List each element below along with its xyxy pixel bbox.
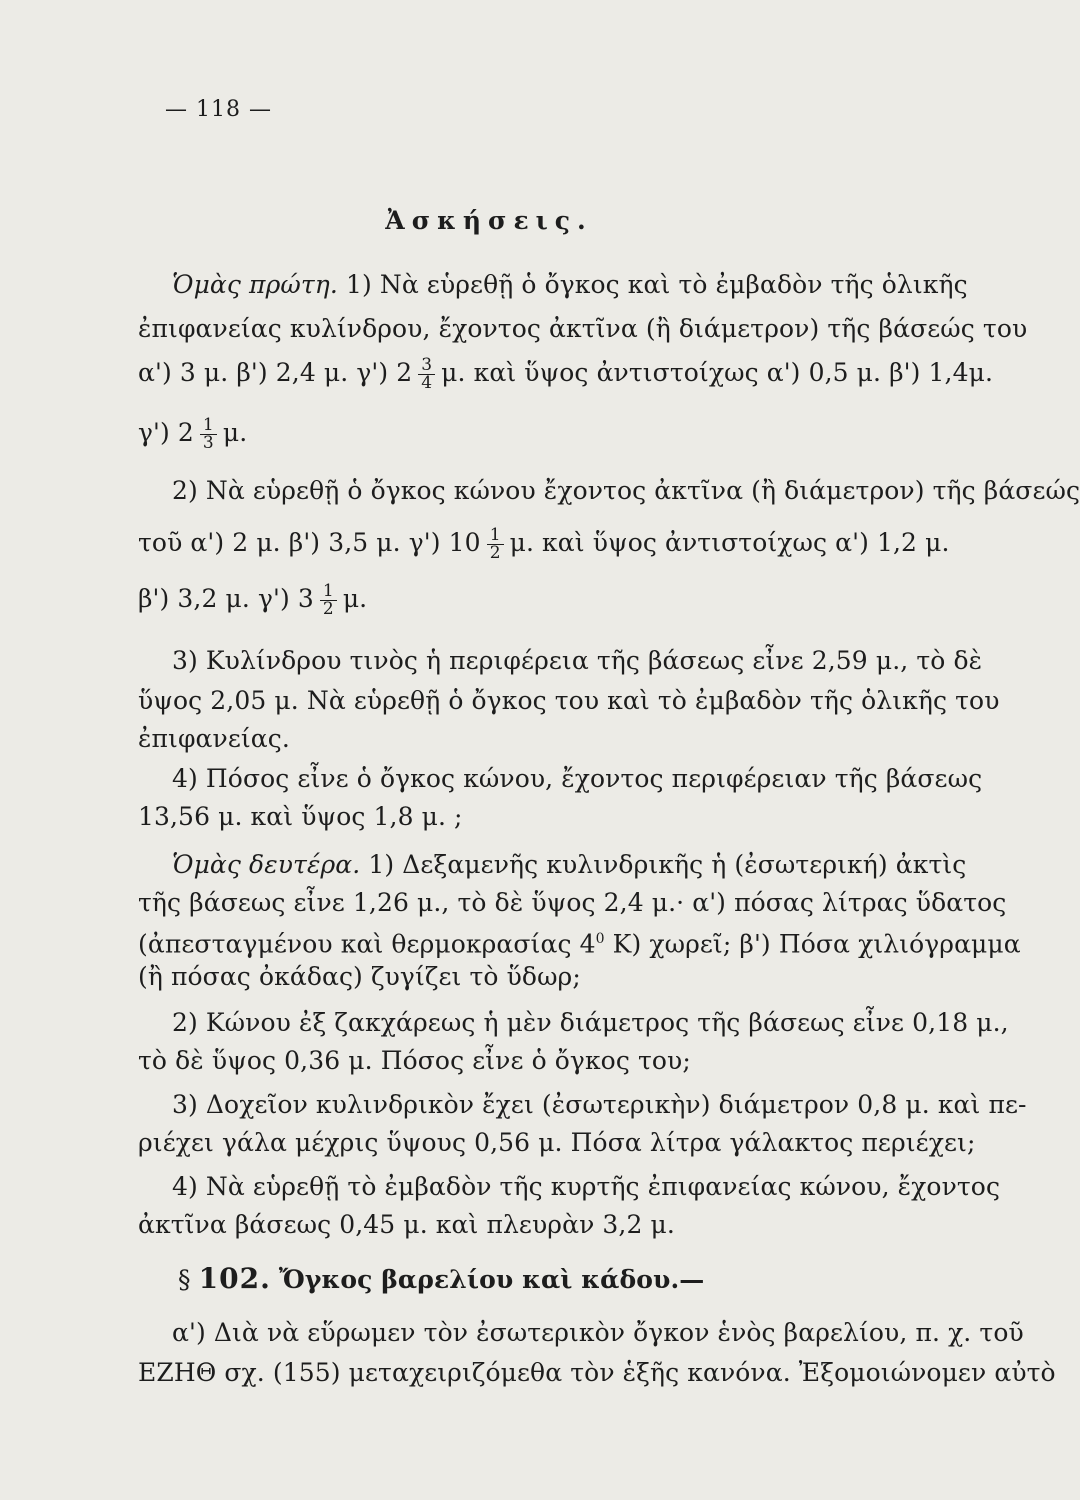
text-line-16: (ἢ πόσας ὀκάδας) ζυγίζει τὸ ὕδωρ; bbox=[138, 962, 581, 991]
text-line-15: (ἀπεσταγμένου καὶ θερμοκρασίας $4^0$ Κ) χωρεῖ; β') Πόσα χιλιόγραμμα bbox=[138, 929, 1021, 959]
text-line-9: ὕψος 2,05 μ. Νὰ εὑρεθῇ ὁ ὄγκος του καὶ τὸ ἐμβαδὸν τῆς ὁλικῆς του bbox=[138, 686, 1000, 715]
fraction: $\frac{1}{3}$ bbox=[200, 417, 217, 452]
text-line-6: τοῦ α') 2 μ. β') 3,5 μ. γ') 10 $\frac{1}{2}$ μ. καὶ ὕψος ἀντιστοίχως α') 1,2 μ. bbox=[138, 525, 950, 563]
text-line-12: 13,56 μ. καὶ ὕψος 1,8 μ. ; bbox=[138, 802, 463, 831]
page-number: — 118 — bbox=[165, 97, 272, 122]
text-line-8: 3) Κυλίνδρου τινὸς ἡ περιφέρεια τῆς βάσεως εἶνε 2,59 μ., τὸ δὲ bbox=[172, 646, 983, 675]
text-line-1: Ὁμὰς πρώτη. 1) Νὰ εὑρεθῇ ὁ ὄγκος καὶ τὸ ἐμβαδὸν τῆς ὁλικῆς bbox=[172, 270, 968, 299]
exercises-heading: Ἀσκήσεις. bbox=[385, 206, 593, 235]
fraction: $\frac{1}{2}$ bbox=[487, 527, 504, 562]
text-line-21: 4) Νὰ εὑρεθῇ τὸ ἐμβαδὸν τῆς κυρτῆς ἐπιφανείας κώνου, ἔχοντος bbox=[172, 1172, 1001, 1201]
group-label: Ὁμὰς δευτέρα. bbox=[172, 850, 361, 879]
section-heading: § 102. Ὄγκος βαρελίου καὶ κάδου.— bbox=[178, 1262, 705, 1295]
text-line-24: α') Διὰ νὰ εὕρωμεν τὸν ἐσωτερικὸν ὄγκον ἑνὸς βαρελίου, π. χ. τοῦ bbox=[172, 1318, 1024, 1347]
fraction: $\frac{1}{2}$ bbox=[320, 583, 337, 618]
text-line-13: Ὁμὰς δευτέρα. 1) Δεξαμενῆς κυλινδρικῆς ἡ (ἐσωτερική) ἀκτὶς bbox=[172, 850, 967, 879]
text-line-18: τὸ δὲ ὕψος 0,36 μ. Πόσος εἶνε ὁ ὄγκος του; bbox=[138, 1046, 691, 1075]
group-label: Ὁμὰς πρώτη. bbox=[172, 270, 338, 299]
text-line-7: β') 3,2 μ. γ') 3 $\frac{1}{2}$ μ. bbox=[138, 581, 368, 619]
text-line-20: ριέχει γάλα μέχρις ὕψους 0,56 μ. Πόσα λίτρα γάλακτος περιέχει; bbox=[138, 1128, 976, 1157]
fraction: $\frac{3}{4}$ bbox=[418, 357, 435, 392]
text-line-22: ἀκτῖνα βάσεως 0,45 μ. καὶ πλευρὰν 3,2 μ. bbox=[138, 1210, 675, 1239]
text-line-25: ΕΖΗΘ σχ. (155) μεταχειριζόμεθα τὸν ἑξῆς κανόνα. Ἐξομοιώνομεν αὐτὸ bbox=[138, 1358, 1056, 1387]
text-line-10: ἐπιφανείας. bbox=[138, 724, 290, 753]
text-line-4: γ') 2 $\frac{1}{3}$ μ. bbox=[138, 415, 248, 453]
text-line-2: ἐπιφανείας κυλίνδρου, ἔχοντος ἀκτῖνα (ἢ διάμετρον) τῆς βάσεώς του bbox=[138, 314, 1028, 343]
text-line-14: τῆς βάσεως εἶνε 1,26 μ., τὸ δὲ ὕψος 2,4 μ.· α') πόσας λίτρας ὕδατος bbox=[138, 888, 1007, 917]
text-line-3: α') 3 μ. β') 2,4 μ. γ') 2 $\frac{3}{4}$ μ. καὶ ὕψος ἀντιστοίχως α') 0,5 μ. β') 1,4μ. bbox=[138, 355, 993, 393]
text-line-11: 4) Πόσος εἶνε ὁ ὄγκος κώνου, ἔχοντος περιφέρειαν τῆς βάσεως bbox=[172, 764, 983, 793]
text-line-17: 2) Κώνου ἐξ ζακχάρεως ἡ μὲν διάμετρος τῆς βάσεως εἶνε 0,18 μ., bbox=[172, 1008, 1009, 1037]
text-line-19: 3) Δοχεῖον κυλινδρικὸν ἔχει (ἐσωτερικὴν) διάμετρον 0,8 μ. καὶ πε- bbox=[172, 1090, 1027, 1119]
text-line-5: 2) Νὰ εὑρεθῇ ὁ ὄγκος κώνου ἔχοντος ἀκτῖνα (ἢ διάμετρον) τῆς βάσεώς bbox=[172, 476, 1080, 505]
